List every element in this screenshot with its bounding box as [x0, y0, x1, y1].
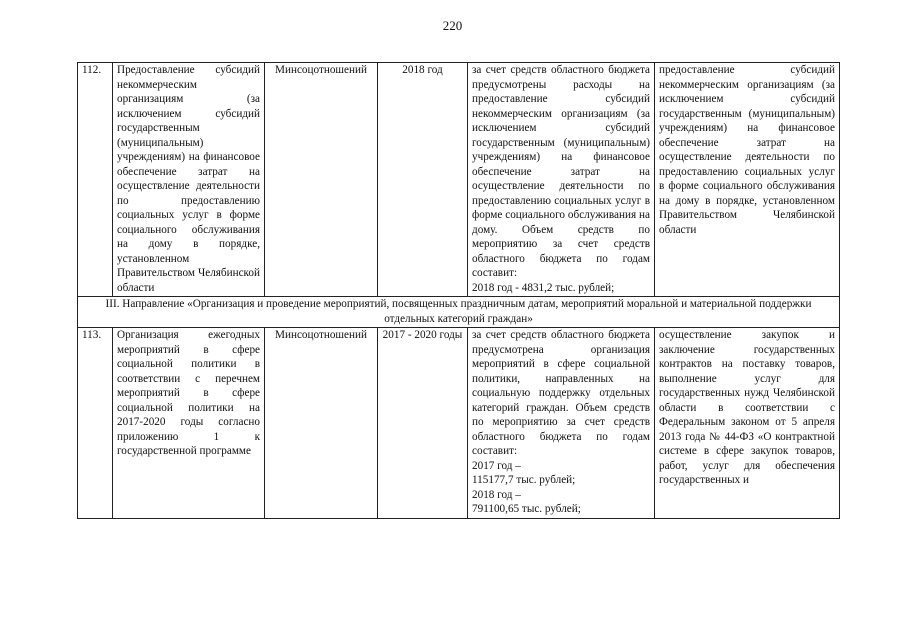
expected-result: предоставление субсидий некоммерческим организациям (за исключением субсидий государственным (муниципальным) учреждениям) на финансовое обеспечение затрат на осуществление деятельности по предоставлению социальных услуг в форме социального обслуживания на дому в порядке, установленном Правительством Челябинской области: [655, 63, 840, 297]
section-heading: III. Направление «Организация и проведение мероприятий, посвященных праздничным датам, мероприятий моральной и материальной поддержки отдельных категорий граждан»: [78, 297, 840, 328]
measures-table: [77, 62, 840, 519]
measure-name: Организация ежегодных мероприятий в сфере социальной политики в соответствии с перечнем мероприятий в сфере социальной политики на 2017-2020 годы согласно приложению 1 к государственной программе: [113, 328, 265, 519]
funding-amount-line: 115177,7 тыс. рублей;: [472, 474, 576, 486]
table-row: [78, 63, 840, 297]
page-number: 220: [442, 18, 463, 33]
row-number: 113.: [78, 328, 113, 519]
funding-text: за счет средств областного бюджета предусмотрена организация мероприятий в сфере социальной политики, направленных на социальную поддержку отдельных категорий граждан. Объем средств по мероприятию за счет средств областного бюджета по годам составит:: [472, 329, 650, 457]
implementation-term: 2018 год: [378, 63, 468, 297]
row-number: 112.: [78, 63, 113, 297]
expected-result: осуществление закупок и заключение государственных контрактов на поставку товаров, выполнение услуг для государственных нужд Челябинской области в соответствии с Федеральным законом от 5 апреля 2013 года № 44-ФЗ «О контрактной системе в сфере закупок товаров, работ, услуг для обеспечения государственных и: [655, 328, 840, 519]
funding-description: [468, 328, 655, 519]
table-row: [78, 328, 840, 519]
measure-name: Предоставление субсидий некоммерческим организациям (за исключением субсидий государственным (муниципальным) учреждениям) на финансовое обеспечение затрат на осуществление деятельности по предоставлению социальных услуг в форме социального обслуживания на дому в порядке, установленном Правительством Челябинской области: [113, 63, 265, 297]
funding-text: за счет средств областного бюджета предусмотрены расходы на предоставление субсидий некоммерческим организациям (за исключением субсидий государственным (муниципальным) учреждениям) на финансовое обеспечение затрат на осуществление деятельности по предоставлению социальных услуг в форме социального обслуживания на дому. Объем средств по мероприятию за счет средств областного бюджета по годам составит:: [472, 64, 650, 279]
responsible-executor: Минсоцотношений: [265, 328, 378, 519]
funding-year-line: 2017 год –: [472, 459, 521, 472]
section-row: [78, 297, 840, 328]
responsible-executor: Минсоцотношений: [265, 63, 378, 297]
funding-description: [468, 63, 655, 297]
funding-year-line: 2018 год –: [472, 488, 521, 501]
implementation-term: 2017 - 2020 годы: [378, 328, 468, 519]
funding-amount-line: 791100,65 тыс. рублей;: [472, 503, 581, 515]
funding-year-line: 2018 год - 4831,2 тыс. рублей;: [472, 281, 615, 294]
